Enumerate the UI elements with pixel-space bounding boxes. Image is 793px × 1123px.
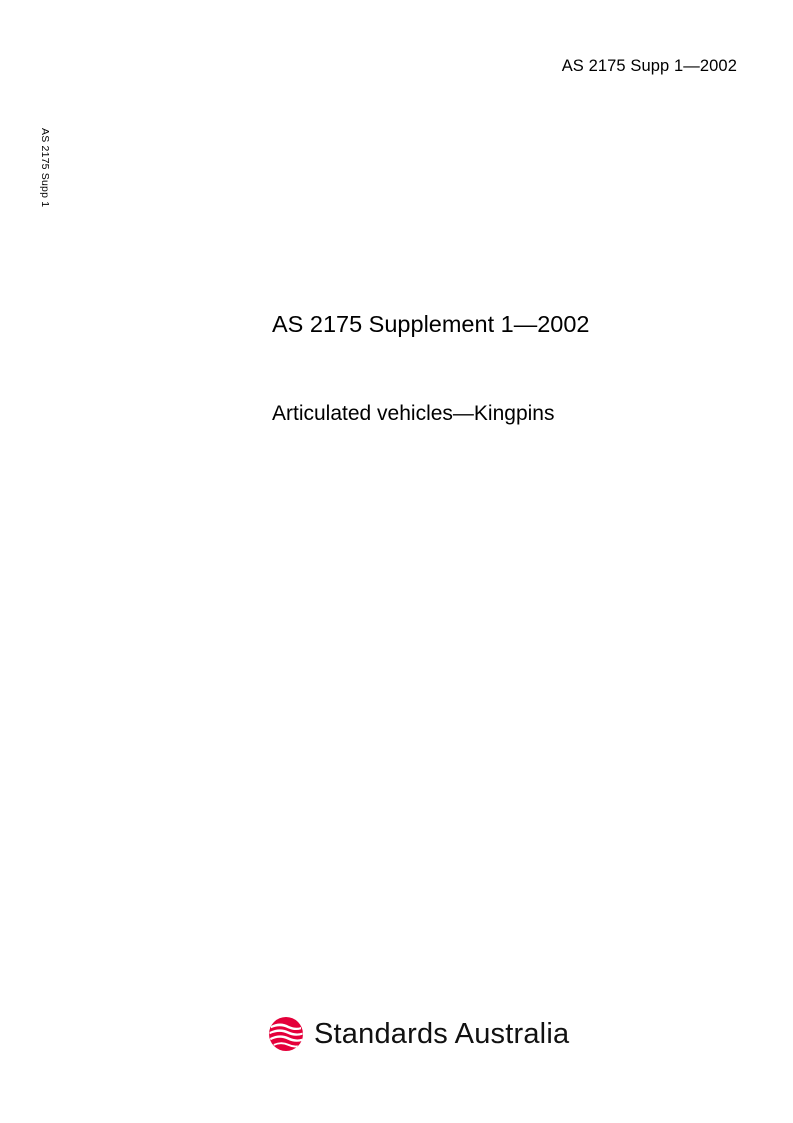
spine-reference: AS 2175 Supp 1 xyxy=(39,128,51,208)
standards-australia-globe-icon xyxy=(268,1016,304,1052)
page-title: AS 2175 Supplement 1—2002 xyxy=(272,311,590,337)
title-block xyxy=(272,310,732,428)
publisher-name: Standards Australia xyxy=(314,1017,570,1050)
page-subtitle: Articulated vehicles—Kingpins xyxy=(272,402,555,426)
header-reference: AS 2175 Supp 1—2002 xyxy=(561,57,737,75)
publisher-logo xyxy=(268,1016,569,1052)
